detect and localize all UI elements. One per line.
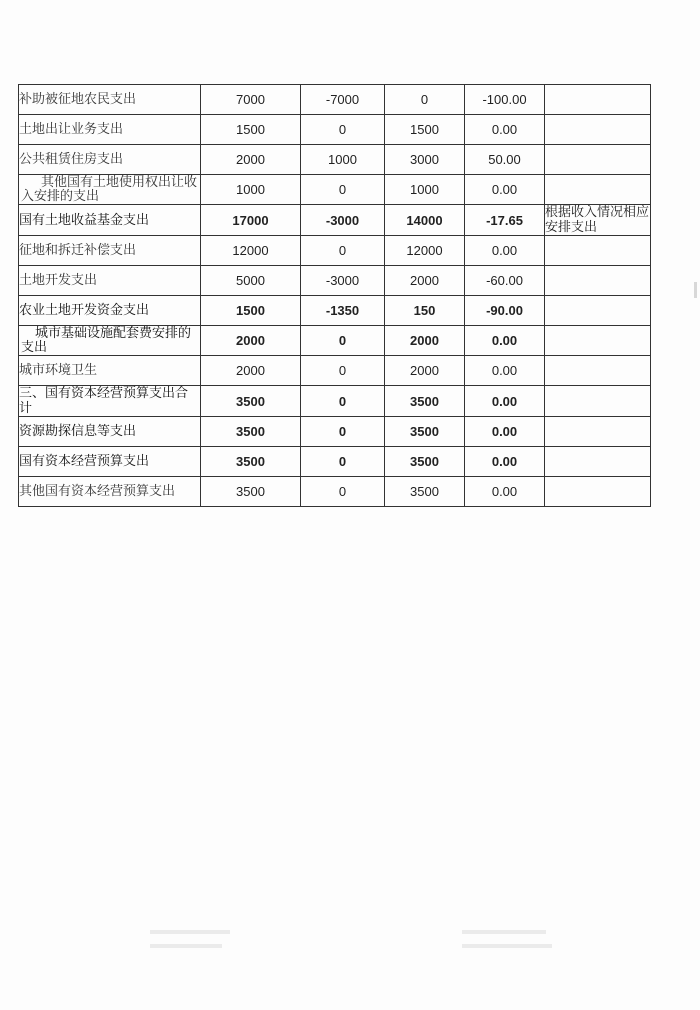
row-value-col4: 0.00 (465, 417, 545, 447)
row-item-name-text: 三、国有资本经营预算支出合计 (19, 386, 189, 416)
row-value-col1: 12000 (201, 236, 301, 266)
row-item-name (19, 447, 201, 477)
table-row (19, 447, 651, 477)
row-value-col4: -90.00 (465, 296, 545, 326)
row-value-col3: 150 (385, 296, 465, 326)
row-item-name (19, 326, 201, 356)
row-item-name-text: 土地开发支出 (19, 273, 98, 288)
row-value-col2: -3000 (301, 205, 385, 236)
row-note (545, 266, 651, 296)
row-note (545, 145, 651, 175)
row-value-col3: 0 (385, 85, 465, 115)
row-item-name (19, 386, 201, 417)
row-value-col1: 7000 (201, 85, 301, 115)
row-value-col1: 1500 (201, 115, 301, 145)
row-value-col2: -7000 (301, 85, 385, 115)
row-item-name (19, 145, 201, 175)
row-item-name-text: 国有资本经营预算支出 (19, 454, 150, 469)
table-row (19, 236, 651, 266)
row-item-name (19, 175, 201, 205)
row-item-name-text: 农业土地开发资金支出 (19, 303, 150, 318)
row-value-col4: 0.00 (465, 386, 545, 417)
table-row (19, 296, 651, 326)
row-value-col2: 0 (301, 326, 385, 356)
row-note (545, 386, 651, 417)
row-note (545, 477, 651, 507)
table-row (19, 477, 651, 507)
row-value-col3: 3500 (385, 447, 465, 477)
row-note (545, 236, 651, 266)
row-value-col3: 3000 (385, 145, 465, 175)
row-note (545, 417, 651, 447)
row-value-col2: 0 (301, 477, 385, 507)
row-value-col1: 3500 (201, 477, 301, 507)
row-value-col1: 17000 (201, 205, 301, 236)
row-note (545, 115, 651, 145)
table-row (19, 417, 651, 447)
table-row (19, 356, 651, 386)
row-value-col2: -1350 (301, 296, 385, 326)
row-value-col2: 1000 (301, 145, 385, 175)
row-item-name-text: 土地出让业务支出 (19, 122, 124, 137)
table-row (19, 326, 651, 356)
table-body (19, 85, 651, 507)
row-item-name-text: 城市基础设施配套费安排的支出 (21, 325, 192, 355)
row-item-name (19, 115, 201, 145)
row-value-col4: 0.00 (465, 236, 545, 266)
row-item-name (19, 477, 201, 507)
row-value-col1: 3500 (201, 447, 301, 477)
row-value-col2: 0 (301, 175, 385, 205)
table-row (19, 85, 651, 115)
row-note (545, 296, 651, 326)
row-value-col4: -60.00 (465, 266, 545, 296)
row-value-col4: 50.00 (465, 145, 545, 175)
row-value-col2: 0 (301, 447, 385, 477)
row-value-col2: 0 (301, 417, 385, 447)
row-value-col3: 14000 (385, 205, 465, 236)
table-row (19, 115, 651, 145)
row-note: 根据收入情况相应安排支出 (545, 205, 650, 235)
row-value-col1: 1500 (201, 296, 301, 326)
table-row (19, 205, 651, 236)
faded-signature-right (462, 930, 546, 934)
row-value-col4: 0.00 (465, 477, 545, 507)
row-value-col1: 2000 (201, 356, 301, 386)
row-value-col4: -17.65 (465, 205, 545, 236)
row-item-name (19, 85, 201, 115)
row-item-name (19, 236, 201, 266)
row-value-col1: 2000 (201, 145, 301, 175)
row-value-col3: 3500 (385, 477, 465, 507)
faded-signature-left-2 (150, 944, 222, 948)
row-value-col4: 0.00 (465, 326, 545, 356)
row-item-name-text: 征地和拆迁补偿支出 (19, 243, 137, 258)
row-item-name (19, 356, 201, 386)
row-item-name-text: 资源勘探信息等支出 (19, 424, 137, 439)
row-value-col1: 1000 (201, 175, 301, 205)
scan-edge-mark (694, 282, 697, 298)
row-note (545, 85, 651, 115)
row-note (545, 356, 651, 386)
row-note (545, 447, 651, 477)
row-item-name-text: 补助被征地农民支出 (19, 92, 137, 107)
row-item-name-text: 其他国有土地使用权出让收入安排的支出 (21, 174, 198, 204)
row-item-name-text: 国有土地收益基金支出 (19, 212, 150, 228)
row-value-col3: 2000 (385, 356, 465, 386)
row-value-col3: 2000 (385, 326, 465, 356)
row-value-col3: 2000 (385, 266, 465, 296)
row-value-col3: 3500 (385, 417, 465, 447)
row-value-col1: 3500 (201, 386, 301, 417)
table-row (19, 145, 651, 175)
table-row (19, 386, 651, 417)
row-value-col2: 0 (301, 386, 385, 417)
row-value-col2: 0 (301, 236, 385, 266)
row-item-name-text: 城市环境卫生 (19, 363, 98, 378)
budget-expenditure-table (18, 84, 651, 507)
row-item-name-text: 公共租赁住房支出 (19, 152, 124, 167)
row-item-name-text: 其他国有资本经营预算支出 (19, 484, 176, 499)
row-item-name (19, 205, 201, 236)
row-value-col1: 5000 (201, 266, 301, 296)
row-value-col3: 12000 (385, 236, 465, 266)
row-value-col3: 1000 (385, 175, 465, 205)
row-value-col1: 2000 (201, 326, 301, 356)
faded-signature-left (150, 930, 230, 934)
row-item-name (19, 266, 201, 296)
row-value-col3: 3500 (385, 386, 465, 417)
faded-signature-right-2 (462, 944, 552, 948)
row-note (545, 326, 651, 356)
table-row (19, 175, 651, 205)
row-value-col2: 0 (301, 115, 385, 145)
row-item-name (19, 417, 201, 447)
row-value-col4: -100.00 (465, 85, 545, 115)
row-value-col4: 0.00 (465, 356, 545, 386)
row-value-col3: 1500 (385, 115, 465, 145)
row-value-col4: 0.00 (465, 175, 545, 205)
row-value-col2: 0 (301, 356, 385, 386)
row-value-col2: -3000 (301, 266, 385, 296)
row-item-name (19, 296, 201, 326)
row-value-col1: 3500 (201, 417, 301, 447)
row-note (545, 175, 651, 205)
row-value-col4: 0.00 (465, 115, 545, 145)
table-row (19, 266, 651, 296)
row-value-col4: 0.00 (465, 447, 545, 477)
